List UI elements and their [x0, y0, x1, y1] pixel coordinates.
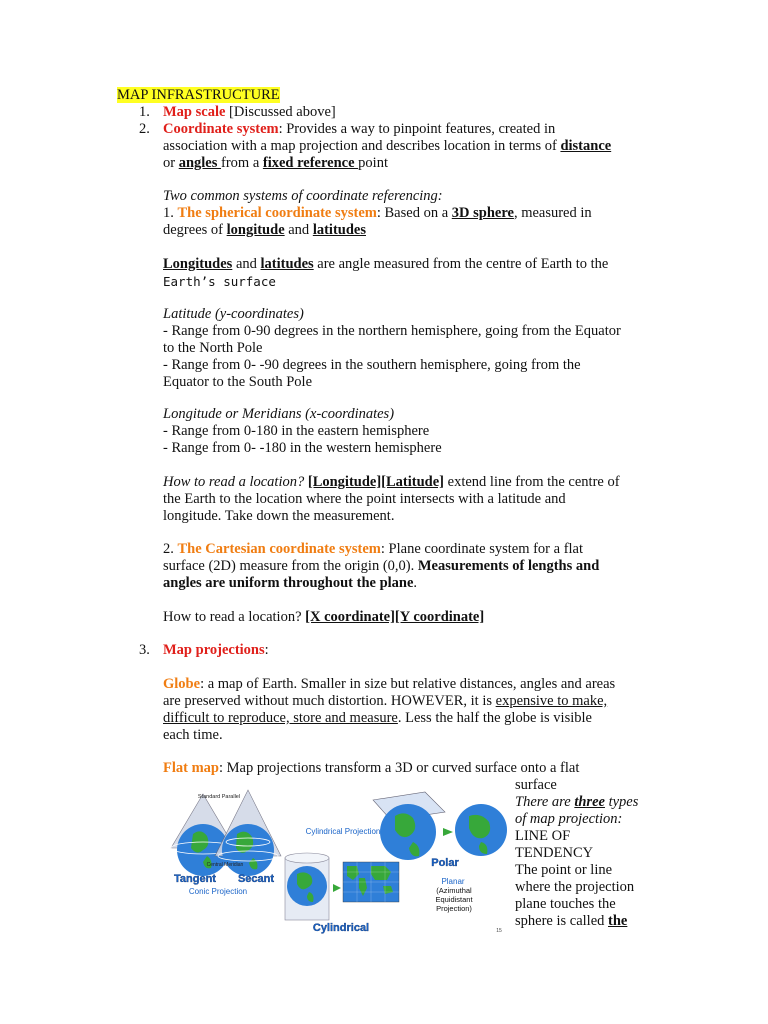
two-systems-heading: Two common systems of coordinate referencing: — [163, 188, 443, 204]
cylindrical-bottom-label: Cylindrical — [312, 922, 370, 934]
central-meridian-label: Central Meridian — [206, 862, 244, 868]
coordinate-line-2: association with a map projection and describes location in terms of distance — [163, 138, 612, 154]
read-location-cartesian: How to read a location? [X coordinate][Y coordinate] — [163, 609, 485, 625]
side-three-types: There are three types — [515, 794, 639, 810]
longitude-range-1: - Range from 0-180 in the eastern hemisphere — [163, 423, 430, 439]
globe-line-1: Globe: a map of Earth. Smaller in size but relative distances, angles and areas — [163, 676, 616, 692]
side-of-map-projection: of map projection: — [515, 811, 623, 827]
arrow-icon — [333, 884, 341, 892]
read-location-line-2: the Earth to the location where the point intersects with a latitude and — [163, 491, 566, 507]
planar-label: Planar — [441, 877, 465, 886]
secant-label: Secant — [237, 873, 275, 885]
coordinate-system-title: Coordinate system — [163, 121, 279, 137]
side-where-projection: where the projection — [515, 879, 635, 895]
read-location-line-3: longitude. Take down the measurement. — [163, 508, 395, 524]
latitude-range-2a: - Range from 0- -90 degrees in the southern hemisphere, going from the — [163, 357, 581, 373]
latitude-range-1b: to the North Pole — [163, 340, 263, 356]
read-location-line-1: How to read a location? [Longitude][Latitude] extend line from the centre of — [163, 474, 620, 490]
side-tendency: TENDENCY — [515, 845, 594, 861]
section-heading: MAP INFRASTRUCTURE — [117, 87, 280, 103]
planar-globe — [373, 792, 445, 860]
spherical-line-2: degrees of longitude and latitudes — [163, 222, 366, 238]
tangent-label: Tangent — [174, 873, 216, 885]
projection-illustration — [163, 786, 508, 934]
latitude-heading: Latitude (y-coordinates) — [163, 306, 304, 322]
globe-line-4: each time. — [163, 727, 223, 743]
globe-line-2: are preserved without much distortion. HOWEVER, it is expensive to make, — [163, 693, 608, 709]
flat-map-title: Flat map — [163, 760, 219, 776]
item-map-scale-text: Map scale [Discussed above] — [163, 104, 336, 120]
cartesian-title: The Cartesian coordinate system — [177, 541, 381, 557]
slide-page-number: 15 — [496, 928, 502, 934]
item-map-scale: 1. — [139, 104, 150, 120]
cylindrical-projection-label: Cylindrical Projection — [305, 827, 381, 836]
lonlat-line-1: Longitudes and latitudes are angle measured from the centre of Earth to the — [163, 256, 609, 272]
azimuthal-label: (Azimuthal Equidistant Projection) — [435, 886, 473, 913]
side-line-of: LINE OF — [515, 828, 571, 844]
arrow-icon — [443, 828, 453, 836]
item-projection-number: 3. — [139, 642, 150, 658]
item-coordinate-number: 2. — [139, 121, 150, 137]
spherical-line-1: 1. The spherical coordinate system: Based on a 3D sphere, measured in — [163, 205, 592, 221]
coordinate-line-3: or angles from a fixed reference point — [163, 155, 388, 171]
map-projections-title: Map projections — [163, 642, 265, 658]
cylindrical-map — [343, 862, 399, 902]
azimuthal-disc — [455, 804, 507, 856]
conic-label: Conic Projection — [188, 887, 248, 896]
polar-label: Polar — [431, 857, 459, 869]
cartesian-line-3: angles are uniform throughout the plane. — [163, 575, 418, 591]
flat-map-line-1: Flat map: Map projections transform a 3D or curved surface onto a flat — [163, 760, 580, 776]
lonlat-line-2: Earth’s surface — [163, 274, 276, 289]
flat-map-line-2: surface — [515, 777, 557, 793]
longitude-range-2: - Range from 0- -180 in the western hemisphere — [163, 440, 442, 456]
map-scale-title: Map scale — [163, 104, 226, 120]
globe-title: Globe — [163, 676, 201, 692]
latitude-range-2b: Equator to the South Pole — [163, 374, 313, 390]
cartesian-line-2: surface (2D) measure from the origin (0,0). Measurements of lengths and — [163, 558, 600, 574]
side-sphere-called: sphere is called the — [515, 913, 628, 929]
longitude-heading: Longitude or Meridians (x-coordinates) — [163, 406, 395, 422]
latitude-range-1a: - Range from 0-90 degrees in the northern hemisphere, going from the Equator — [163, 323, 621, 339]
cartesian-line-1: 2. The Cartesian coordinate system: Plane coordinate system for a flat — [163, 541, 584, 557]
globe-line-3: difficult to reproduce, store and measure. Less the half the globe is visible — [163, 710, 592, 726]
map-projection-figure — [163, 786, 508, 934]
coordinate-line-1: Coordinate system: Provides a way to pinpoint features, created in — [163, 121, 556, 137]
side-point-or-line: The point or line — [515, 862, 613, 878]
map-projections-heading: Map projections: — [163, 642, 269, 658]
cylinder-globe — [285, 853, 329, 920]
spherical-title: The spherical coordinate system — [177, 205, 377, 221]
standard-parallel-label: Standard Parallel — [197, 794, 241, 800]
side-plane-touches: plane touches the — [515, 896, 616, 912]
